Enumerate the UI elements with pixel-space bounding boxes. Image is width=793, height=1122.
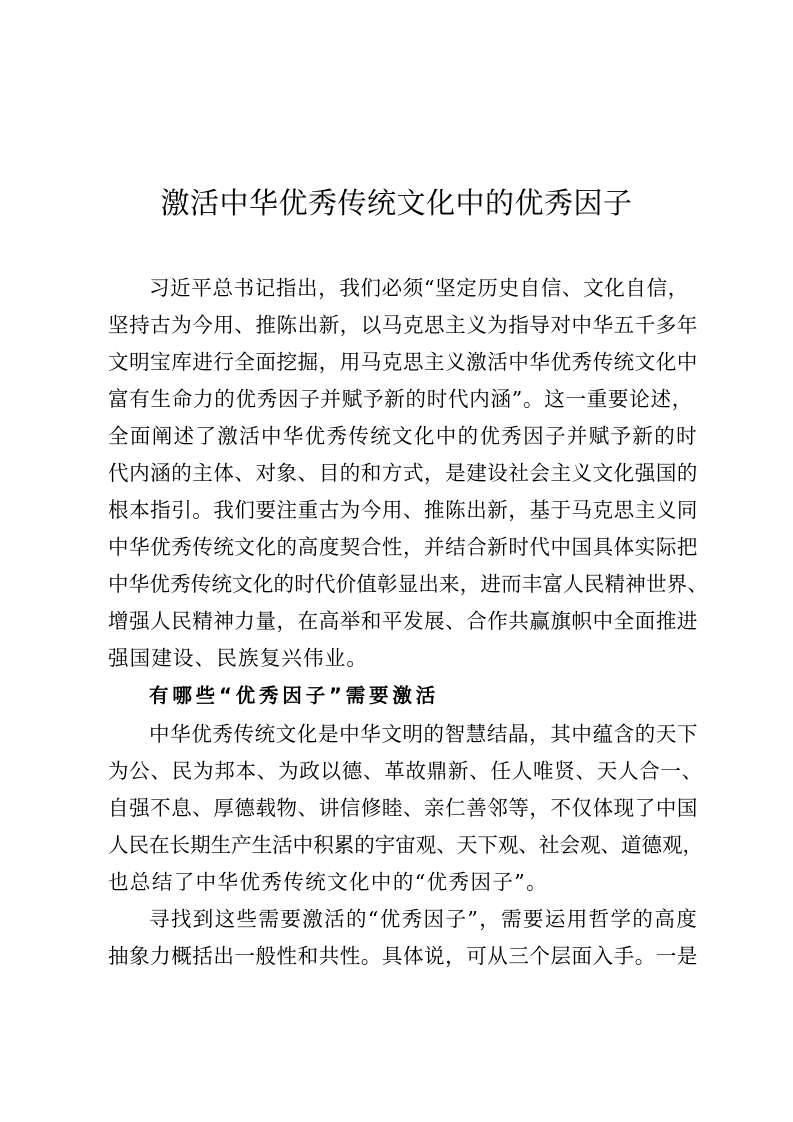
paragraph-line: 富有生命力的优秀因子并赋予新的时代内涵”。这一重要论述， [108,387,693,411]
paragraph-line: 自强不息、厚德载物、讲信修睦、亲仁善邻等，不仅体现了中国 [108,796,698,820]
paragraph-line: 全面阐述了激活中华优秀传统文化中的优秀因子并赋予新的时 [108,424,698,448]
paragraph-line: 根本指引。我们要注重古为今用、推陈出新，基于马克思主义同 [108,498,698,522]
section-heading: 有哪些“优秀因子”需要激活 [149,684,440,707]
document-title: 激活中华优秀传统文化中的优秀因子 [160,186,633,220]
paragraph-line: 中华优秀传统文化的时代价值彰显出来，进而丰富人民精神世界、 [108,572,709,596]
paragraph-line: 强国建设、民族复兴伟业。 [108,646,369,670]
paragraph-line: 增强人民精神力量，在高举和平发展、合作共赢旗帜中全面推进 [108,609,698,633]
paragraph-line: 中华优秀传统文化的高度契合性，并结合新时代中国具体实际把 [108,535,698,559]
paragraph-line: 坚持古为今用、推陈出新，以马克思主义为指导对中华五千多年 [108,313,698,337]
paragraph-line: 中华优秀传统文化是中华文明的智慧结晶，其中蕴含的天下 [149,722,699,746]
paragraph-line: 寻找到这些需要激活的“优秀因子”，需要运用哲学的高度 [149,907,699,931]
paragraph-line: 人民在长期生产生活中积累的宇宙观、天下观、社会观、道德观， [108,833,704,857]
paragraph-line: 抽象力概括出一般性和共性。具体说，可从三个层面入手。一是 [108,944,698,968]
paragraph-line: 习近平总书记指出，我们必须“坚定历史自信、文化自信， [149,276,689,300]
paragraph-line: 文明宝库进行全面挖掘，用马克思主义激活中华优秀传统文化中 [108,350,698,374]
paragraph-line: 代内涵的主体、对象、目的和方式，是建设社会主义文化强国的 [108,461,698,485]
paragraph-line: 也总结了中华优秀传统文化中的“优秀因子”。 [108,870,549,894]
paragraph-line: 为公、民为邦本、为政以德、革故鼎新、任人唯贤、天人合一、 [108,759,703,783]
